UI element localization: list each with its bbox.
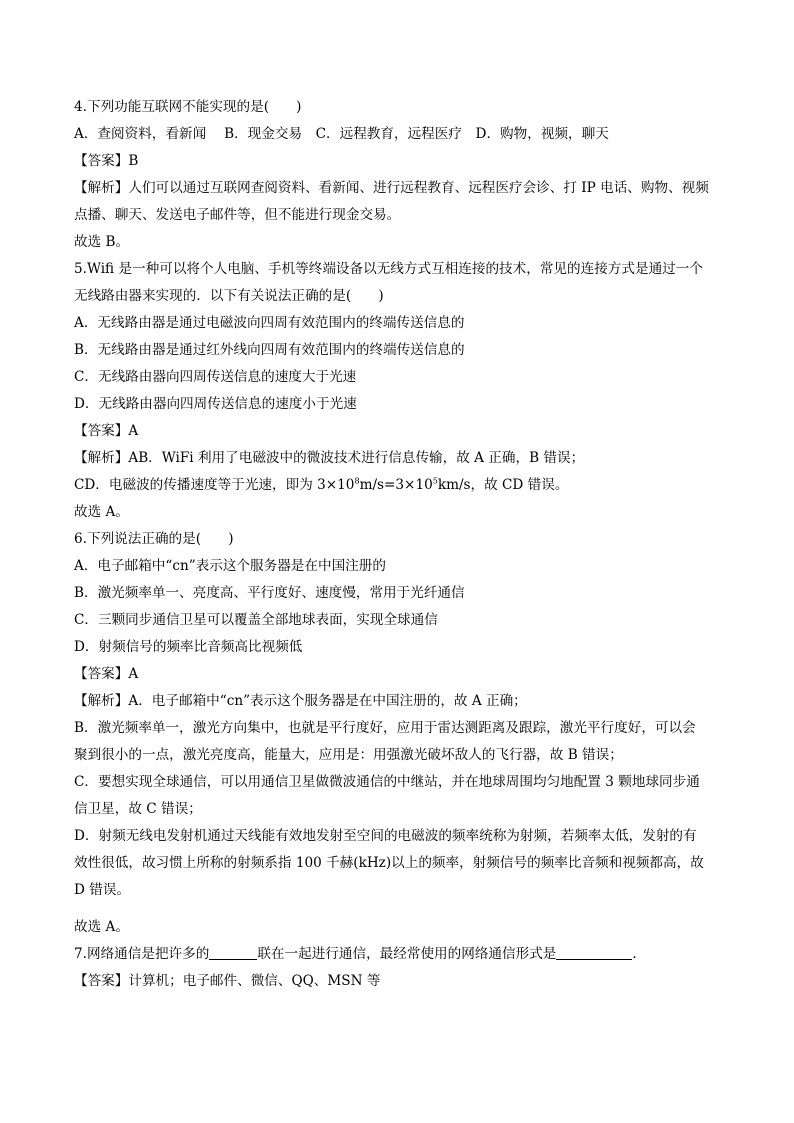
- analysis-line: B．激光频率单一，激光方向集中，也就是平行度好，应用于雷达测距离及跟踪，激光平行度好，可以会: [74, 720, 696, 736]
- option-d: D．无线路由器向四周传送信息的速度小于光速: [74, 396, 357, 412]
- question-stem: 无线路由器来实现的．以下有关说法正确的是( ): [74, 288, 384, 304]
- spacer: [74, 904, 724, 914]
- option-a: A．无线路由器是通过电磁波向四周有效范围内的终端传送信息的: [74, 315, 465, 331]
- analysis-line: 点播、聊天、发送电子邮件等，但不能进行现金交易。: [74, 207, 401, 223]
- analysis-line: [74, 472, 724, 499]
- analysis-line: 【解析】AB．WiFi 利用了电磁波中的微波技术进行信息传输，故 A 正确，B 错误；: [74, 450, 585, 466]
- analysis-text: CD．电磁波的传播速度等于光速，即为 3×10: [74, 477, 355, 493]
- fill-blank-1: [209, 943, 257, 960]
- question-4: [74, 94, 724, 256]
- analysis-line: D 错误。: [74, 882, 131, 898]
- analysis-line: 【解析】人们可以通过互联网查阅资料、看新闻、进行远程教育、远程医疗会诊、打 IP 电话、购物、视频: [74, 180, 709, 196]
- answer-line: 【答案】A: [74, 666, 139, 682]
- option-c: C．无线路由器向四周传送信息的速度大于光速: [74, 369, 357, 385]
- question-stem: [74, 941, 724, 968]
- question-stem: 6.下列说法正确的是( ): [74, 531, 234, 547]
- question-5: [74, 256, 724, 526]
- analysis-line: 【解析】A．电子邮箱中“cn”表示这个服务器是在中国注册的，故 A 正确；: [74, 693, 527, 709]
- answer-line: 【答案】计算机；电子邮件、微信、QQ、MSN 等: [74, 973, 381, 989]
- option-d: D．射频信号的频率比音频高比视频低: [74, 639, 303, 655]
- analysis-text: m/s=3×10: [359, 477, 433, 493]
- question-6: [74, 526, 724, 941]
- stem-text: 联在一起进行通信，最经常使用的网络通信形式是: [257, 946, 557, 962]
- analysis-line: C．要想实现全球通信，可以用通信卫星做微波通信的中继站，并在地球周围均匀地配置 3 颗地球同步通: [74, 774, 700, 790]
- question-stem: 4.下列功能互联网不能实现的是( ): [74, 99, 302, 115]
- answer-line: 【答案】A: [74, 423, 139, 439]
- analysis-text: km/s，故 CD 错误。: [437, 477, 569, 493]
- analysis-line: 聚到很小的一点，激光亮度高，能量大，应用是：用强激光破坏敌人的飞行器，故 B 错误；: [74, 747, 623, 763]
- conclusion-line: 故选 A。: [74, 919, 129, 935]
- question-stem: 5.Wifi 是一种可以将个人电脑、手机等终端设备以无线方式互相连接的技术，常见的连接方式是通过一个: [74, 261, 703, 277]
- answer-line: 【答案】B: [74, 153, 139, 169]
- option-b: B．无线路由器是通过红外线向四周有效范围内的终端传送信息的: [74, 342, 465, 358]
- document-page: [74, 94, 724, 995]
- conclusion-line: 故选 B。: [74, 234, 130, 250]
- option-b: B．激光频率单一、亮度高、平行度好、速度慢，常用于光纤通信: [74, 585, 465, 601]
- analysis-line: 效性很低，故习惯上所称的射频系指 100 千赫(kHz)以上的频率，射频信号的频率比音频和视频都高，故: [74, 855, 704, 871]
- analysis-line: D．射频无线电发射机通过天线能有效地发射至空间的电磁波的频率统称为射频，若频率太低，发射的有: [74, 828, 697, 844]
- exponent: 8: [354, 476, 360, 486]
- fill-blank-2: [556, 943, 632, 960]
- analysis-line: 信卫星，故 C 错误；: [74, 801, 202, 817]
- option-a: A．电子邮箱中“cn”表示这个服务器是在中国注册的: [74, 558, 386, 574]
- question-options: A．查阅资料，看新闻 B．现金交易 C．远程教育，远程医疗 D．购物，视频，聊天: [74, 126, 609, 142]
- stem-text: ．: [632, 946, 646, 962]
- conclusion-line: 故选 A。: [74, 504, 129, 520]
- exponent: 5: [432, 476, 438, 486]
- question-7: [74, 941, 724, 995]
- option-c: C．三颗同步通信卫星可以覆盖全部地球表面，实现全球通信: [74, 612, 438, 628]
- stem-text: 7.网络通信是把许多的: [74, 946, 210, 962]
